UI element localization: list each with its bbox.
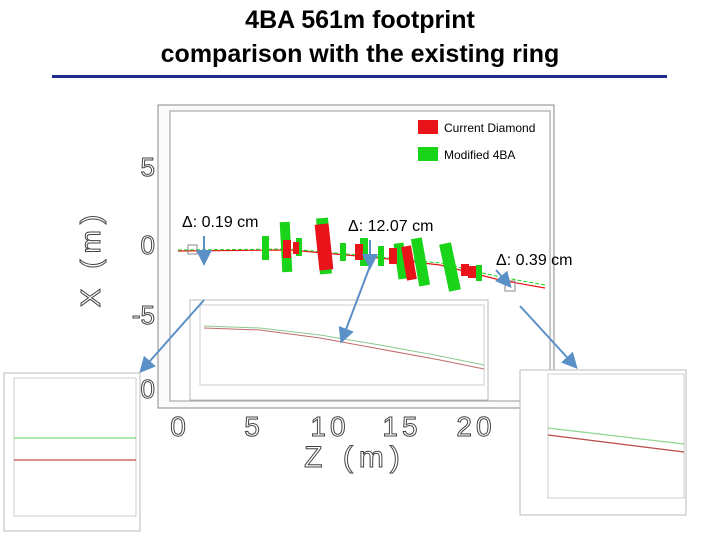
diamond-magnet [389,248,397,264]
y-tick-label: 0 [140,374,155,404]
diamond-magnet [293,242,299,254]
right-inset [520,370,686,515]
4ba-magnet [476,265,482,281]
delta-annotation-2: Δ: 12.07 cm [348,218,434,235]
y-tick-labels [132,152,155,404]
diamond-magnet [461,264,469,276]
x-tick-label: 5 [244,411,264,442]
y-tick-label: 5 [140,152,155,182]
4ba-magnet [378,246,384,266]
x-tick-labels [170,411,495,442]
left-inset [4,373,140,531]
legend-swatch-modified [418,147,438,161]
delta-annotation-3: Δ: 0.39 cm [496,252,573,269]
diamond-magnet [355,244,363,260]
middle-inset-plot [200,305,484,385]
4ba-magnet [262,236,269,260]
slide-title-line-1: 4BA 561m footprint [245,6,475,34]
y-axis-label: X (m) [75,208,106,308]
x-tick-label: 20 [456,411,496,442]
legend-label-current: Current Diamond [444,121,536,135]
legend-label-modified: Modified 4BA [444,148,516,162]
diamond-magnet [283,240,291,258]
x-tick-label: 0 [170,411,190,442]
4ba-magnet [340,243,346,261]
x-axis-label: Z (m) [304,441,406,474]
middle-inset [190,300,488,400]
left-inset-plot [14,378,136,516]
x-tick-label: 10 [310,411,350,442]
legend-swatch-current [418,120,438,134]
diamond-magnet [468,266,476,278]
slide-title-line-2: comparison with the existing ring [160,40,560,68]
y-tick-label: 0 [140,230,155,260]
delta-annotation-1: Δ: 0.19 cm [182,214,259,231]
x-tick-label: 15 [382,411,422,442]
y-tick-label: -5 [131,300,155,330]
